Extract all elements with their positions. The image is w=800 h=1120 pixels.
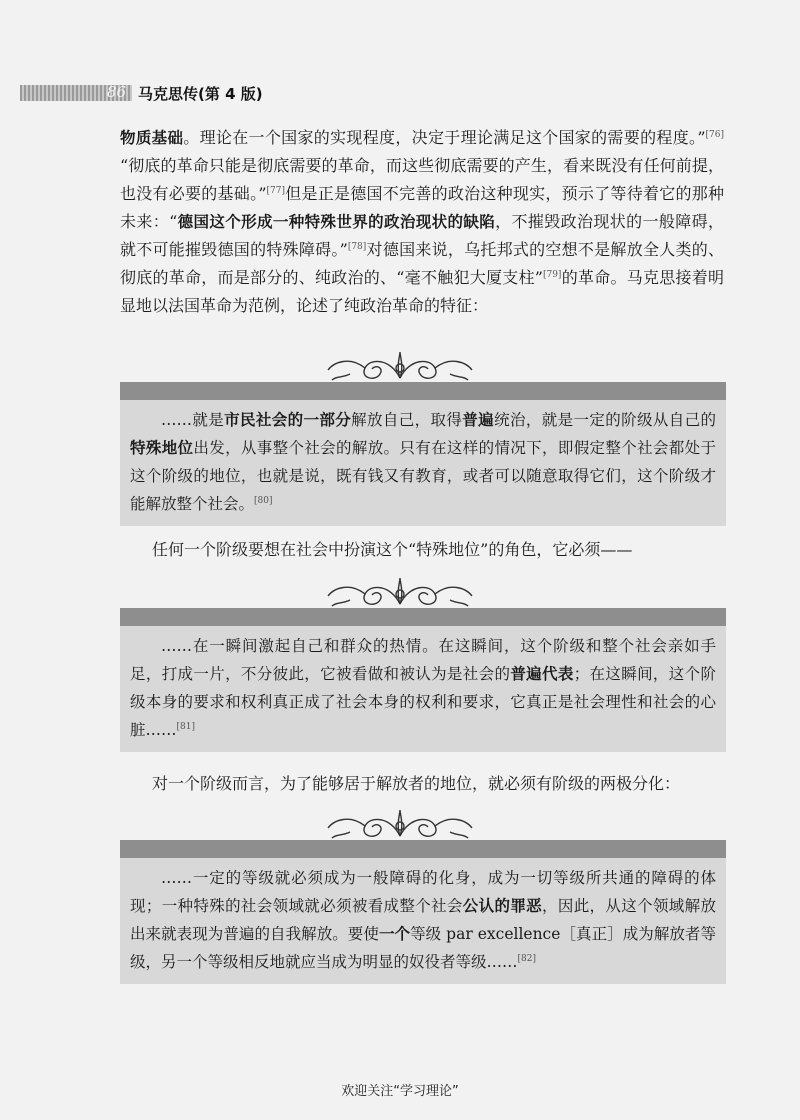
bold-phrase: 普遍 — [462, 411, 495, 429]
quote-2-text — [130, 632, 716, 744]
footnote-ref-80: [80] — [254, 496, 273, 506]
ornament-flourish-icon — [320, 806, 480, 844]
block-quote-2 — [120, 608, 726, 752]
text-run: ……就是 — [161, 411, 225, 429]
text-run: ，不摧毁政治现状的一般障碍，就不可能摧毁德国的特殊障碍。” — [120, 212, 724, 259]
bold-phrase: 市民社会的一部分 — [224, 411, 352, 429]
quote-1-text — [130, 406, 716, 518]
running-header — [20, 82, 620, 104]
text-run: ，因此，从这个领域解放出来就表现为普遍的自我解放。要使 — [130, 897, 716, 943]
text-run: 的革命。马克思接着明显地以法国革命为范例，论述了纯政治革命的特征： — [120, 268, 724, 315]
bold-phrase: 一个 — [378, 925, 411, 943]
text-run: 统治，就是一定的阶级从自己的 — [494, 411, 716, 429]
ornament-flourish-icon — [320, 574, 480, 612]
ornament-flourish-icon — [320, 348, 480, 386]
text-run: 但是正是德国不完善的政治这种现实，预示了等待着它的那种未来：“ — [120, 184, 724, 231]
text-run: 出发，从事整个社会的解放。只有在这样的情况下，即假定整个社会都处于这个阶级的地位，也就是说，既有钱又有教育，或者可以随意取得它们，这个阶级才能解放整个社会。 — [130, 439, 716, 513]
bold-phrase: 公认的罪恶 — [462, 897, 543, 915]
bold-phrase: 普遍代表 — [510, 665, 574, 683]
bold-phrase: 特殊地位 — [130, 439, 194, 457]
text-run: 解放自己，取得 — [351, 411, 463, 429]
text-run: ……在一瞬间激起自己和群众的热情。在这瞬间，这个阶级和整个社会亲如手足，打成一片，不分彼此，它被看做和被认为是社会的 — [130, 637, 716, 683]
body-paragraph-2: 任何一个阶级要想在社会中扮演这个“特殊地位”的角色，它必须—— — [152, 540, 633, 559]
footnote-ref-81: [81] — [176, 722, 195, 732]
header-band — [20, 85, 132, 101]
page-number: 86 — [106, 83, 126, 101]
text-run: “彻底的革命只能是彻底需要的革命，而这些彻底需要的产生，看来既没有任何前提，也没有必要的基础。” — [120, 156, 724, 203]
footnote-ref-78: [78] — [347, 242, 367, 252]
footnote-ref-79: [79] — [542, 270, 562, 280]
body-paragraph-1 — [120, 124, 724, 320]
text-run: 对德国来说，乌托邦式的空想不是解放全人类的、彻底的革命，而是部分的、纯政治的、“毫不触犯大厦支柱” — [120, 240, 724, 287]
book-title: 马克思传(第 4 版) — [138, 84, 263, 103]
quote-3-text — [130, 864, 716, 976]
text-run: ……一定的等级就必须成为一般障碍的化身，成为一切等级所共通的障碍的体现；一种特殊的社会领域就必须被看成整个社会 — [130, 869, 716, 915]
block-quote-3 — [120, 840, 726, 984]
text-run: 等级 par excellence［真正］成为解放者等级，另一个等级相反地就应当成为明显的奴役者等级…… — [130, 925, 716, 971]
footnote-ref-82: [82] — [517, 954, 536, 964]
text-run: 。理论在一个国家的实现程度，决定于理论满足这个国家的需要的程度。” — [183, 128, 706, 147]
block-quote-1 — [120, 382, 726, 526]
footnote-ref-76: [76] — [705, 130, 724, 140]
bold-phrase: 德国这个形成一种特殊世界的政治现状的缺陷 — [177, 213, 496, 231]
footer-note: 欢迎关注“学习理论” — [341, 1084, 459, 1099]
bold-phrase: 物质基础 — [120, 129, 184, 147]
footnote-ref-77: [77] — [266, 186, 285, 196]
body-paragraph-3: 对一个阶级而言，为了能够居于解放者的地位，就必须有阶级的两极分化： — [152, 774, 681, 793]
text-run: ；在这瞬间，这个阶级本身的要求和权利真正成了社会本身的权利和要求，它真正是社会理性和社会的心脏…… — [130, 665, 716, 739]
